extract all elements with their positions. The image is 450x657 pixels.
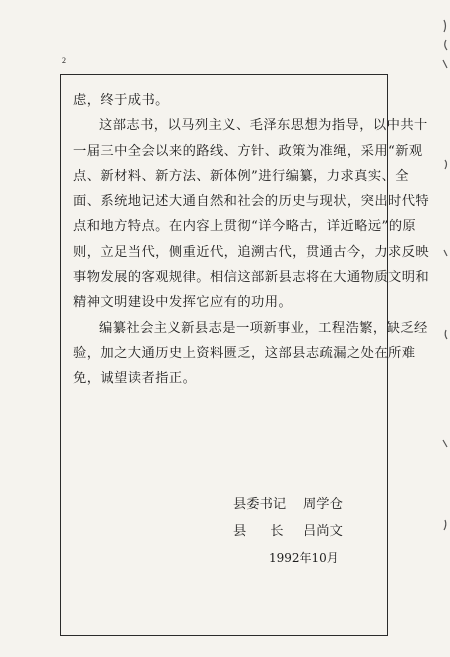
text-line: 验，加之大通历史上资料匮乏，这部县志疏漏之处在所难 [73,345,416,361]
signature-name-secretary: 周学仓 [303,497,343,512]
signature-row-county-head [233,518,383,545]
signature-date: 1992年10月 [269,551,339,565]
text-line: 一届三中全会以来的路线、方针、政策为准绳，采用“新观 [73,143,423,159]
text-line: 免，诚望读者指正。 [73,371,197,387]
signature-block [233,491,383,569]
preface-body-text [73,88,430,392]
text-line: 编纂社会主义新县志是一项新事业，工程浩繁，缺乏经 [99,320,428,336]
text-line: 虑，终于成书。 [73,93,169,108]
signature-row-secretary [233,491,383,518]
signature-role-secretary: 县委书记 [233,497,287,512]
text-line: 面、系统地记述大通自然和社会的历史与现状，突出时代特 [73,194,430,210]
page-number: 2 [62,56,66,65]
text-line: 点、新材料、新方法、新体例”进行编纂，力求真实、全 [73,168,409,184]
scan-edge-marks [436,0,450,657]
text-line: 精神文明建设中发挥它应有的功用。 [73,295,293,311]
text-line: 事物发展的客观规律。相信这部新县志将在大通物质文明和 [73,270,430,286]
text-line: 则，立足当代，侧重近代，追溯古代，贯通古今，力求反映 [73,244,430,260]
text-line: 点和地方特点。在内容上贯彻“详今略古，详近略远”的原 [73,219,417,235]
signature-role-county-head: 县长 [233,524,308,539]
signature-name-county-head: 吕尚文 [303,524,343,539]
text-line: 这部志书，以马列主义、毛泽东思想为指导，以中共十 [99,118,428,134]
